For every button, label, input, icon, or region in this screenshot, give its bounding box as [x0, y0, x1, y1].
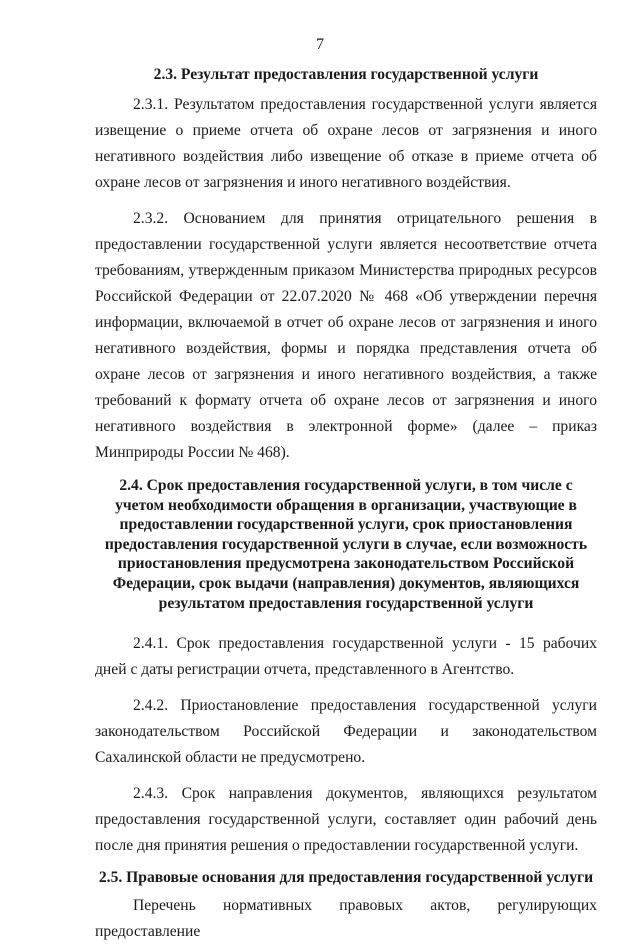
paragraph-2-4-3: 2.4.3. Срок направления документов, являющихся результатом предоставления государственной услуги, составляет один рабочий день после дня принятия решения о предоставлении государственной услуги.: [95, 785, 597, 855]
paragraph-2-4-2: 2.4.2. Приостановление предоставления государственной услуги законодательством Российской Федерации и законодательством Сахалинской области не предусмотрено.: [95, 697, 597, 767]
section-2-4-heading: 2.4. Срок предоставления государственной услуги, в том числе с учетом необходимости обращения в организации, участвующие в предоставлении государственной услуги, срок приостановления предоставления государственной услуги в случае, если возможность приостановления предусмотрена законодательством Российской Федерации, срок выдачи (направления) документов, являющихся результатом предоставления государственной услуги: [104, 477, 588, 612]
section-2-3-heading: 2.3. Результат предоставления государственной услуги: [153, 66, 539, 83]
paragraph-2-5-intro: Перечень нормативных правовых актов, регулирующих предоставление: [95, 897, 597, 941]
paragraph-2-3-2: 2.3.2. Основанием для принятия отрицательного решения в предоставлении государственной услуги является несоответствие отчета требованиям, утвержденным приказом Министерства природных ресурсов Российской Федерации от 22.07.2020 № 468 «Об утверждении перечня информации, включаемой в отчет об охране лесов от загрязнения и иного негативного воздействия, формы и порядка представления отчета об охране лесов от загрязнения и иного негативного воздействия, а также требований к формату отчета об охране лесов от загрязнения и иного негативного воздействия в электронной форме» (далее – приказ Минприроды России № 468).: [95, 210, 597, 461]
page-content: [95, 62, 597, 945]
paragraph-2-3-1: 2.3.1. Результатом предоставления государственной услуги является извещение о приеме отчета об охране лесов от загрязнения и иного негативного воздействия либо извещение об отказе в приеме отчета об охране лесов от загрязнения и иного негативного воздействия.: [95, 96, 597, 191]
paragraph-2-4-1: 2.4.1. Срок предоставления государственной услуги - 15 рабочих дней с даты регистрации отчета, представленного в Агентство.: [95, 635, 597, 679]
section-2-5-heading: 2.5. Правовые основания для предоставления государственной услуги: [98, 869, 594, 887]
page-number: 7: [316, 36, 324, 53]
